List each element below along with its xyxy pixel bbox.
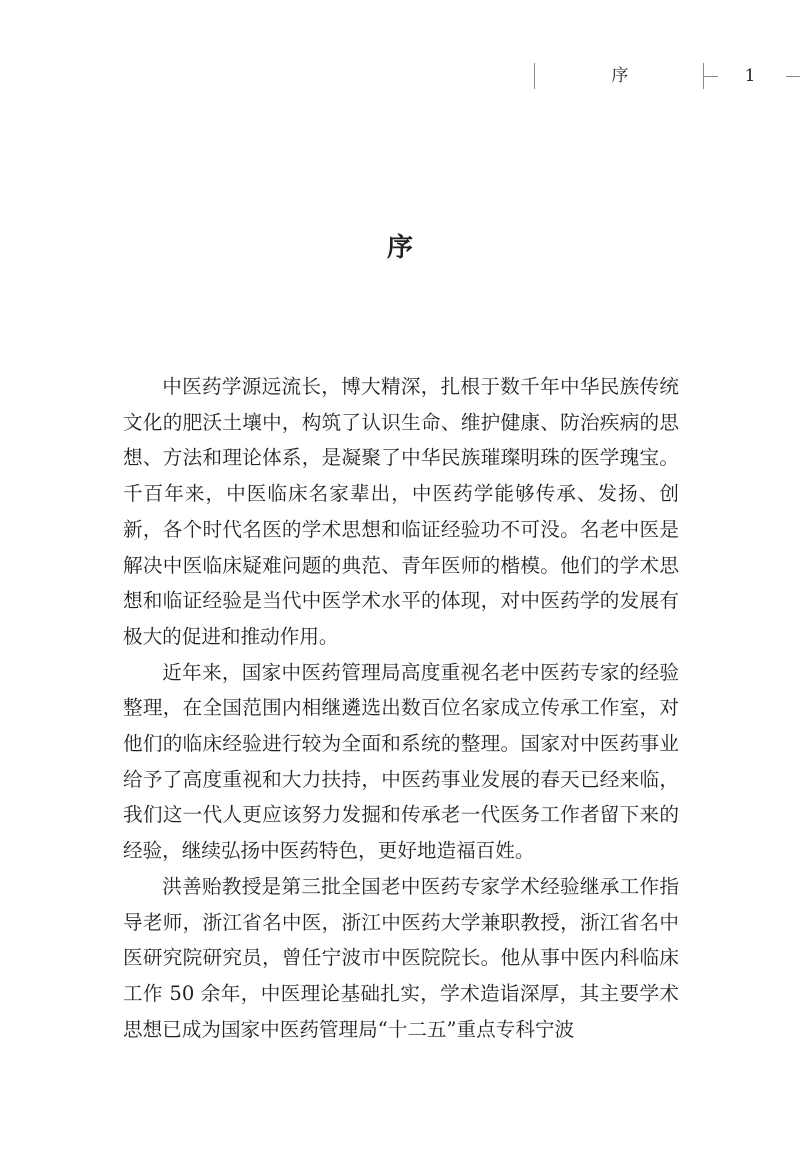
running-title: 序 <box>611 66 629 86</box>
page-title: 序 <box>386 233 413 263</box>
header-left-rule <box>534 63 535 89</box>
paragraph: 洪善贻教授是第三批全国老中医药专家学术经验继承工作指导老师，浙江省名中医，浙江中医药大学兼职教授，浙江省名中医研究院研究员，曾任宁波市中医院院长。他从事中医内科临床工作 50 余年，中医理论基础扎实，学术造诣深厚，其主要学术思想已成为国家中医药管理局“十二五”重点专科宁波 <box>123 874 679 1041</box>
header-right-tick <box>703 76 718 77</box>
header-edge-dash <box>786 76 800 77</box>
paragraph: 近年来，国家中医药管理局高度重视名老中医药专家的经验整理，在全国范围内相继遴选出数百位名家成立传承工作室，对他们的临床经验进行较为全面和系统的整理。国家对中医药事业给予了高度重视和大力扶持，中医药事业发展的春天已经来临，我们这一代人更应该努力发掘和传承老一代医务工作者留下来的经验，继续弘扬中医药特色，更好地造福百姓。 <box>123 660 679 863</box>
body-text <box>123 369 679 1047</box>
paragraph: 中医药学源远流长，博大精深，扎根于数千年中华民族传统文化的肥沃土壤中，构筑了认识生命、维护健康、防治疾病的思想、方法和理论体系，是凝聚了中华民族璀璨明珠的医学瑰宝。千百年来，中医临床名家辈出，中医药学能够传承、发扬、创新，各个时代名医的学术思想和临证经验功不可没。名老中医是解决中医临床疑难问题的典范、青年医师的楷模。他们的学术思想和临证经验是当代中医学术水平的体现，对中医药学的发展有极大的促进和推动作用。 <box>123 375 679 648</box>
page-header <box>0 0 800 100</box>
page-number: 1 <box>744 66 756 86</box>
